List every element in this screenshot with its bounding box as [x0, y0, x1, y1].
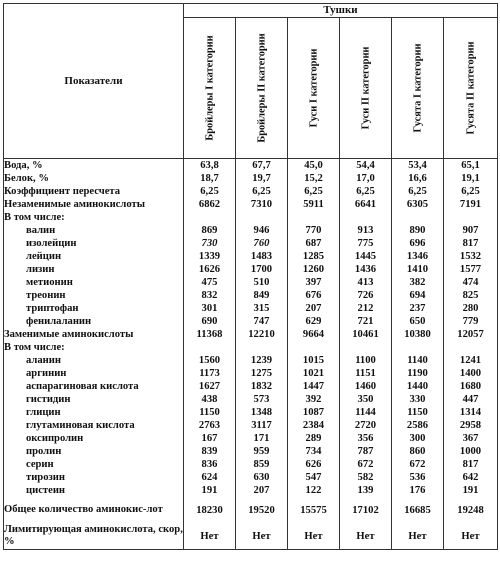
table-cell — [444, 341, 498, 354]
table-cell: 734 — [288, 445, 340, 458]
table-cell: 770 — [288, 224, 340, 237]
table-cell: 12057 — [444, 328, 498, 341]
amino-acid-table — [3, 3, 498, 550]
table-cell: 690 — [184, 315, 236, 328]
table-cell: 1285 — [288, 250, 340, 263]
table-cell: 330 — [392, 393, 444, 406]
table-cell: 19248 — [444, 497, 498, 523]
table-cell: 913 — [340, 224, 392, 237]
table-row — [4, 276, 498, 289]
table-cell: 2586 — [392, 419, 444, 432]
row-label: серин — [4, 458, 184, 471]
table-cell: 6,25 — [184, 185, 236, 198]
table-cell: 176 — [392, 484, 444, 497]
table-cell: 573 — [236, 393, 288, 406]
row-label: глутаминовая кислота — [4, 419, 184, 432]
table-row — [4, 172, 498, 185]
table-cell: 207 — [288, 302, 340, 315]
table-row — [4, 458, 498, 471]
table-cell: 10461 — [340, 328, 392, 341]
table-cell: 447 — [444, 393, 498, 406]
table-cell: 1560 — [184, 354, 236, 367]
table-cell — [184, 211, 236, 224]
table-cell: 817 — [444, 458, 498, 471]
table-row — [4, 289, 498, 302]
table-cell: 45,0 — [288, 159, 340, 173]
table-cell — [392, 211, 444, 224]
table-cell: 510 — [236, 276, 288, 289]
table-cell: Нет — [392, 523, 444, 550]
table-cell: Нет — [288, 523, 340, 550]
table-cell: 1150 — [392, 406, 444, 419]
table-cell: 1339 — [184, 250, 236, 263]
row-label: глицин — [4, 406, 184, 419]
table-cell: 1460 — [340, 380, 392, 393]
table-cell: 730 — [184, 237, 236, 250]
column-header: Гусята I категории — [392, 18, 444, 159]
table-cell — [444, 211, 498, 224]
table-cell: 2763 — [184, 419, 236, 432]
table-cell: 1100 — [340, 354, 392, 367]
row-label: гистидин — [4, 393, 184, 406]
row-label: Лимитирующая аминокислота, скор, % — [4, 523, 184, 550]
row-label: В том числе: — [4, 211, 184, 224]
table-cell: 6,25 — [236, 185, 288, 198]
row-label: триптофан — [4, 302, 184, 315]
table-cell: 5911 — [288, 198, 340, 211]
row-label: метионин — [4, 276, 184, 289]
table-cell: 696 — [392, 237, 444, 250]
table-cell: 475 — [184, 276, 236, 289]
table-cell: 15,2 — [288, 172, 340, 185]
row-label: аспарагиновая кислота — [4, 380, 184, 393]
table-cell: 1680 — [444, 380, 498, 393]
table-cell: 6,25 — [340, 185, 392, 198]
table-cell — [236, 341, 288, 354]
table-cell: 642 — [444, 471, 498, 484]
table-row — [4, 302, 498, 315]
table-cell: 547 — [288, 471, 340, 484]
row-label: оксипролин — [4, 432, 184, 445]
table-cell: 300 — [392, 432, 444, 445]
table-cell: 1832 — [236, 380, 288, 393]
table-row — [4, 198, 498, 211]
table-cell: 1440 — [392, 380, 444, 393]
table-cell — [236, 211, 288, 224]
table-cell: 191 — [444, 484, 498, 497]
table-cell: 6,25 — [288, 185, 340, 198]
table-cell: 650 — [392, 315, 444, 328]
table-cell: 167 — [184, 432, 236, 445]
table-cell: 19,7 — [236, 172, 288, 185]
table-cell: 1314 — [444, 406, 498, 419]
table-cell: 2958 — [444, 419, 498, 432]
header-indicators: Показатели — [4, 4, 184, 159]
table-cell: 54,4 — [340, 159, 392, 173]
table-row — [4, 497, 498, 523]
table-cell: 301 — [184, 302, 236, 315]
table-row — [4, 185, 498, 198]
table-cell: 1410 — [392, 263, 444, 276]
table-cell: 15575 — [288, 497, 340, 523]
row-label: тирозин — [4, 471, 184, 484]
table-cell: 280 — [444, 302, 498, 315]
table-cell: 207 — [236, 484, 288, 497]
table-cell: 836 — [184, 458, 236, 471]
table-cell: 356 — [340, 432, 392, 445]
table-cell — [288, 341, 340, 354]
table-cell — [184, 341, 236, 354]
table-cell: 1346 — [392, 250, 444, 263]
table-row — [4, 445, 498, 458]
table-cell: 63,8 — [184, 159, 236, 173]
row-label: Общее количество аминокис-лот — [4, 497, 184, 523]
table-cell: 16685 — [392, 497, 444, 523]
table-cell: 6305 — [392, 198, 444, 211]
table-cell: Нет — [340, 523, 392, 550]
table-cell: 392 — [288, 393, 340, 406]
table-body — [4, 159, 498, 550]
table-cell: 1150 — [184, 406, 236, 419]
table-row — [4, 523, 498, 550]
row-label: лейцин — [4, 250, 184, 263]
table-cell: 1532 — [444, 250, 498, 263]
table-cell: 624 — [184, 471, 236, 484]
table-cell: 3117 — [236, 419, 288, 432]
table-cell: 139 — [340, 484, 392, 497]
table-row — [4, 393, 498, 406]
table-cell: 1021 — [288, 367, 340, 380]
table-cell: 1577 — [444, 263, 498, 276]
table-cell: 890 — [392, 224, 444, 237]
table-cell: 367 — [444, 432, 498, 445]
row-label: треонин — [4, 289, 184, 302]
table-cell: 626 — [288, 458, 340, 471]
table-cell: 1348 — [236, 406, 288, 419]
table-row — [4, 315, 498, 328]
table-cell: 474 — [444, 276, 498, 289]
table-cell: 6862 — [184, 198, 236, 211]
column-header: Бройлеры I категории — [184, 18, 236, 159]
table-row — [4, 263, 498, 276]
table-cell: 12210 — [236, 328, 288, 341]
table-cell: 1173 — [184, 367, 236, 380]
table-cell: 1241 — [444, 354, 498, 367]
table-cell: 860 — [392, 445, 444, 458]
row-label: цистеин — [4, 484, 184, 497]
table-cell: 1140 — [392, 354, 444, 367]
table-row — [4, 471, 498, 484]
table-cell: 726 — [340, 289, 392, 302]
table-cell: 6641 — [340, 198, 392, 211]
row-label: аланин — [4, 354, 184, 367]
table-cell: 779 — [444, 315, 498, 328]
table-cell: 959 — [236, 445, 288, 458]
row-label: Коэффициент пересчета — [4, 185, 184, 198]
table-cell — [340, 211, 392, 224]
row-label: валин — [4, 224, 184, 237]
table-cell: 2384 — [288, 419, 340, 432]
table-cell: 817 — [444, 237, 498, 250]
table-cell: 907 — [444, 224, 498, 237]
table-cell: 1483 — [236, 250, 288, 263]
table-cell: 350 — [340, 393, 392, 406]
table-cell: 7310 — [236, 198, 288, 211]
table-cell: 212 — [340, 302, 392, 315]
table-cell: 946 — [236, 224, 288, 237]
table-cell: 18,7 — [184, 172, 236, 185]
table-cell — [288, 211, 340, 224]
column-header: Гуси II категории — [340, 18, 392, 159]
table-cell: 9664 — [288, 328, 340, 341]
table-cell: 825 — [444, 289, 498, 302]
table-cell: 787 — [340, 445, 392, 458]
table-row — [4, 419, 498, 432]
table-cell: 171 — [236, 432, 288, 445]
table-cell: 1190 — [392, 367, 444, 380]
table-cell: 672 — [392, 458, 444, 471]
column-header: Бройлеры II категории — [236, 18, 288, 159]
table-cell: 122 — [288, 484, 340, 497]
table-cell: 6,25 — [444, 185, 498, 198]
table-cell: 832 — [184, 289, 236, 302]
table-cell: Нет — [184, 523, 236, 550]
table-cell: 582 — [340, 471, 392, 484]
table-cell: 1627 — [184, 380, 236, 393]
table-cell: 1151 — [340, 367, 392, 380]
column-header: Гусята II категории — [444, 18, 498, 159]
table-cell: 629 — [288, 315, 340, 328]
table-cell — [392, 341, 444, 354]
table-cell: 315 — [236, 302, 288, 315]
table-cell: 382 — [392, 276, 444, 289]
table-cell: 2720 — [340, 419, 392, 432]
table-row — [4, 380, 498, 393]
table-row — [4, 211, 498, 224]
table-cell: 11368 — [184, 328, 236, 341]
table-cell: 53,4 — [392, 159, 444, 173]
table-row — [4, 484, 498, 497]
table-cell: 16,6 — [392, 172, 444, 185]
table-cell: 1626 — [184, 263, 236, 276]
table-row — [4, 237, 498, 250]
table-cell: 721 — [340, 315, 392, 328]
table-cell: 1239 — [236, 354, 288, 367]
row-label: аргинин — [4, 367, 184, 380]
table-cell: 6,25 — [392, 185, 444, 198]
table-cell: 1000 — [444, 445, 498, 458]
row-label: Незаменимые аминокислоты — [4, 198, 184, 211]
table-cell: 438 — [184, 393, 236, 406]
table-cell: 1144 — [340, 406, 392, 419]
table-cell: 687 — [288, 237, 340, 250]
table-cell: 237 — [392, 302, 444, 315]
table-row — [4, 159, 498, 173]
table-cell: 413 — [340, 276, 392, 289]
column-header: Гуси I категории — [288, 18, 340, 159]
table-row — [4, 341, 498, 354]
row-label: Заменимые аминокислоты — [4, 328, 184, 341]
row-label: изолейцин — [4, 237, 184, 250]
row-label: В том числе: — [4, 341, 184, 354]
table-row — [4, 406, 498, 419]
table-cell: 19520 — [236, 497, 288, 523]
table-cell: Нет — [444, 523, 498, 550]
table-cell: 1087 — [288, 406, 340, 419]
table-cell: 67,7 — [236, 159, 288, 173]
table-cell — [340, 341, 392, 354]
table-cell: 760 — [236, 237, 288, 250]
table-row — [4, 432, 498, 445]
table-cell: 869 — [184, 224, 236, 237]
table-row — [4, 354, 498, 367]
table-cell: 839 — [184, 445, 236, 458]
table-cell: 775 — [340, 237, 392, 250]
header-carcasses: Тушки — [184, 4, 498, 18]
row-label: лизин — [4, 263, 184, 276]
row-label: Белок, % — [4, 172, 184, 185]
table-cell: 1260 — [288, 263, 340, 276]
table-cell: 397 — [288, 276, 340, 289]
table-cell: Нет — [236, 523, 288, 550]
table-cell: 7191 — [444, 198, 498, 211]
table-cell: 191 — [184, 484, 236, 497]
table-cell: 630 — [236, 471, 288, 484]
table-cell: 747 — [236, 315, 288, 328]
table-row — [4, 367, 498, 380]
table-cell: 694 — [392, 289, 444, 302]
table-row — [4, 328, 498, 341]
table-row — [4, 224, 498, 237]
table-cell: 849 — [236, 289, 288, 302]
table-cell: 18230 — [184, 497, 236, 523]
table-cell: 1700 — [236, 263, 288, 276]
table-cell: 17,0 — [340, 172, 392, 185]
table-cell: 1436 — [340, 263, 392, 276]
table-cell: 17102 — [340, 497, 392, 523]
table-cell: 1400 — [444, 367, 498, 380]
table-cell: 536 — [392, 471, 444, 484]
table-cell: 10380 — [392, 328, 444, 341]
row-label: фенилаланин — [4, 315, 184, 328]
table-cell: 859 — [236, 458, 288, 471]
table-row — [4, 250, 498, 263]
table-cell: 672 — [340, 458, 392, 471]
table-cell: 1447 — [288, 380, 340, 393]
table-cell: 1445 — [340, 250, 392, 263]
row-label: Вода, % — [4, 159, 184, 173]
row-label: пролин — [4, 445, 184, 458]
table-cell: 1275 — [236, 367, 288, 380]
table-cell: 19,1 — [444, 172, 498, 185]
table-cell: 289 — [288, 432, 340, 445]
table-cell: 676 — [288, 289, 340, 302]
table-cell: 65,1 — [444, 159, 498, 173]
table-cell: 1015 — [288, 354, 340, 367]
